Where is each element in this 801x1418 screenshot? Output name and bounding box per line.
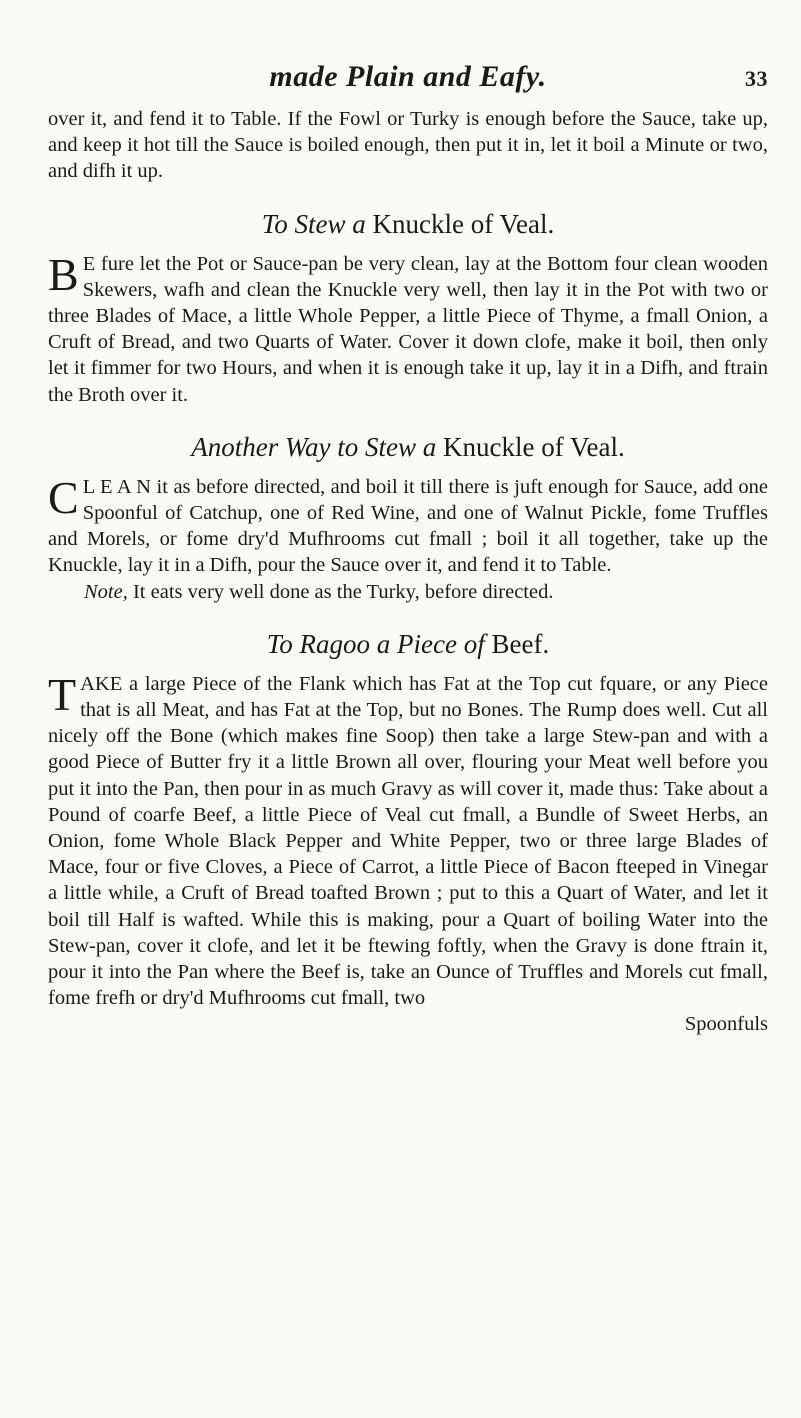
recipe-body-another-way xyxy=(48,471,768,579)
note-text: It eats very well done as the Turky, before directed. xyxy=(127,580,554,603)
recipe-text: E fure let the Pot or Sauce-pan be very clean, lay at the Bottom four clean wooden Skewers, wafh and clean the Knuckle very well, then lay it in the Pot with two or three Blades of Mace, a little Whole Pepper, a little Piece of Thyme, a fmall Onion, a Cruft of Bread, and two Quarts of Water. Cover it down clofe, make it boil, then only let it fimmer for two Hours, and when it is enough take it up, lay it in a Difh, and ftrain the Broth over it. xyxy=(48,252,768,406)
recipe-heading-another-way xyxy=(48,430,768,464)
recipe-text: AKE a large Piece of the Flank which has Fat at the Top cut fquare, or any Piece that is all Meat, and has Fat at the Top, but no Bones. The Rump does well. Cut all nicely off the Bone (which makes fine Soop) then take a large Stew-pan and with a good Piece of Butter fry it a little Brown all over, flouring your Meat well before you put it into the Pan, then pour in as much Gravy as will cover it, made thus: Take about a Pound of coarfe Beef, a little Piece of Veal cut fmall, a Bundle of Sweet Herbs, an Onion, fome Whole Black Pepper and White Pepper, two or three large Blades of Mace, four or five Cloves, a Piece of Carrot, a little Piece of Bacon fteeped in Vinegar a little while, a Cruft of Bread toafted Brown ; put to this a Quart of Water, and let it boil till Half is wafted. While this is making, pour a Quart of boiling Water into the Stew-pan, cover it clofe, and let it be ftewing foftly, when the Gravy is done ftrain it, pour it into the Pan where the Beef is, take an Ounce of Truffles and Morels cut fmall, fome frefh or dry'd Mufhrooms cut fmall, two xyxy=(48,672,768,1010)
book-page xyxy=(48,60,768,1038)
heading-roman-part: Beef. xyxy=(491,628,550,659)
recipe-heading-stew-knuckle xyxy=(48,207,768,241)
heading-roman-part: Knuckle of Veal. xyxy=(372,208,555,239)
heading-roman-part: Knuckle of Veal. xyxy=(443,431,625,462)
running-header xyxy=(48,60,768,106)
drop-cap: C xyxy=(48,471,79,523)
recipe-text: L E A N it as before directed, and boil it till there is juft enough for Sauce, add one Spoonful of Catchup, one of Red Wine, and one of Walnut Pickle, fome Truffles and Morels, or fome dry'd Mufhrooms cut fmall ; boil it all together, take up the Knuckle, lay it in a Difh, pour the Sauce over it, and fend it to Table. xyxy=(48,475,768,577)
heading-italic-part: To Stew a xyxy=(261,208,366,239)
heading-italic-part: To Ragoo a Piece of xyxy=(266,628,485,659)
drop-cap: B xyxy=(48,248,79,300)
page-number: 33 xyxy=(745,66,768,91)
running-title: made Plain and Eafy. xyxy=(269,60,547,93)
catchword: Spoonfuls xyxy=(684,1013,768,1036)
recipe-note xyxy=(48,579,768,605)
continuation-paragraph: over it, and fend it to Table. If the Fowl or Turky is enough before the Sauce, take up, and keep it hot till the Sauce is boiled enough, then put it in, let it boil a Minute or two, and difh it up. xyxy=(48,108,768,183)
drop-cap: T xyxy=(48,668,77,720)
heading-italic-part: Another Way to Stew a xyxy=(191,431,437,462)
note-label: Note, xyxy=(84,580,128,603)
recipe-body-ragoo-beef xyxy=(48,668,768,1012)
recipe-body-stew-knuckle xyxy=(48,248,768,408)
recipe-heading-ragoo-beef xyxy=(48,627,768,661)
